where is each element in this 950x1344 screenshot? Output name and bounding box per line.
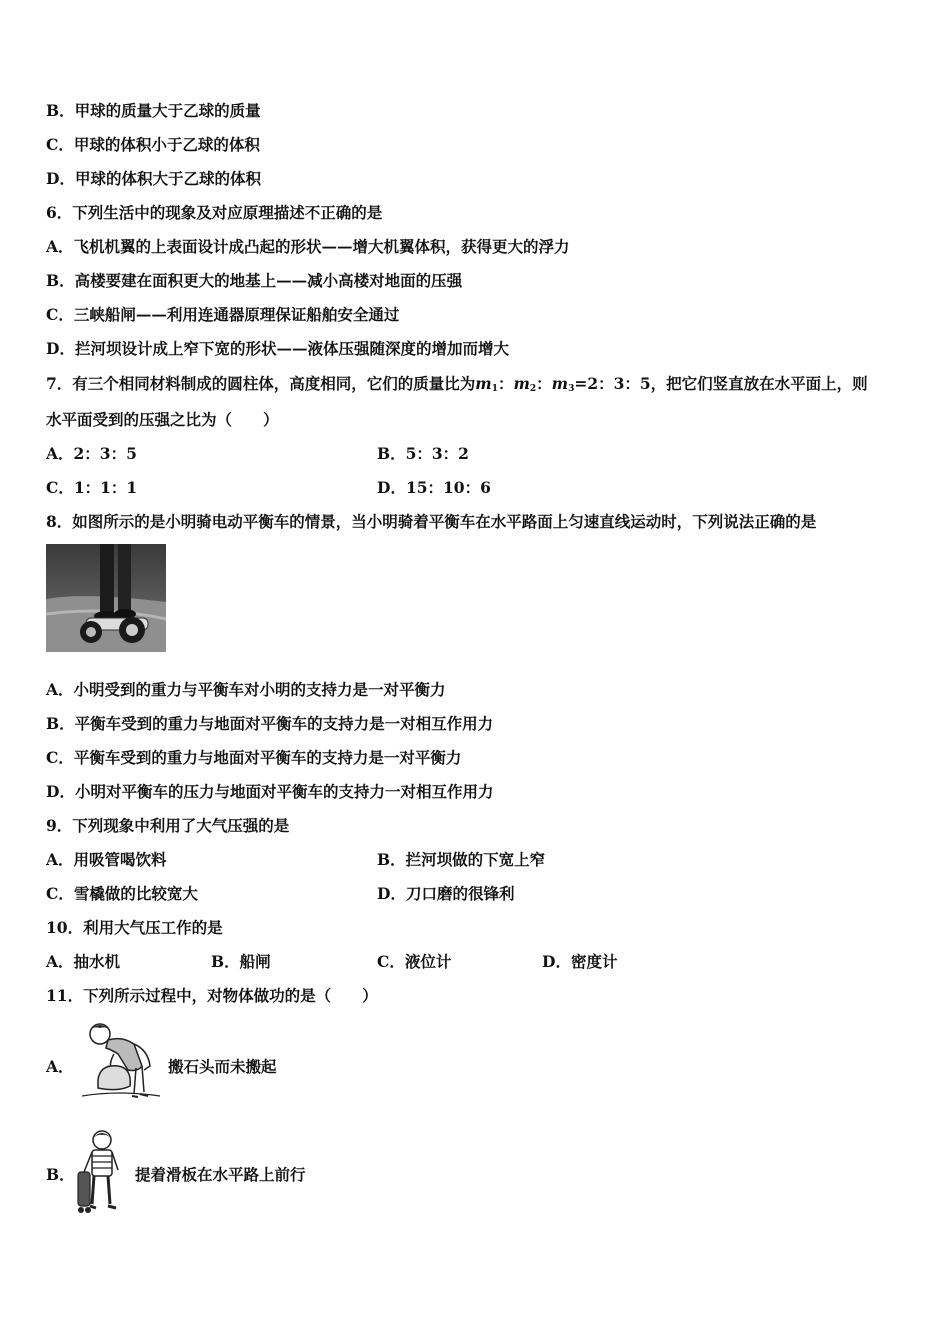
q9-option-b: B．拦河坝做的下宽上窄 — [377, 850, 546, 869]
q7-stem-pre: 7．有三个相同材料制成的圆柱体，高度相同，它们的质量比为 — [46, 374, 476, 393]
q6-option-a: A．飞机机翼的上表面设计成凸起的形状——增大机翼体积，获得更大的浮力 — [46, 237, 570, 256]
q10-option-c: C．液位计 — [377, 952, 452, 971]
q10-stem: 10．利用大气压工作的是 — [46, 918, 223, 937]
q11-option-a-text: 搬石头而未搬起 — [168, 1057, 277, 1076]
balance-scooter-photo — [46, 544, 166, 652]
q7-stem-post: =2：3：5，把它们竖直放在水平面上，则 — [574, 374, 868, 393]
q6-option-c: C．三峡船闸——利用连通器原理保证船舶安全通过 — [46, 305, 400, 324]
q7-s3: 3 — [568, 384, 575, 394]
q7-m2: m — [513, 374, 530, 393]
q7-sep2: ： — [536, 374, 552, 393]
q5-option-d: D．甲球的体积大于乙球的体积 — [46, 169, 261, 188]
q9-option-c: C．雪橇做的比较宽大 — [46, 884, 198, 903]
q8-option-c: C．平衡车受到的重力与地面对平衡车的支持力是一对平衡力 — [46, 748, 462, 767]
q7-stem-line2: 水平面受到的压强之比为（ ） — [46, 410, 279, 429]
q6-stem: 6．下列生活中的现象及对应原理描述不正确的是 — [46, 203, 383, 222]
q9-option-a: A．用吸管喝饮料 — [46, 850, 167, 869]
q7-s1: 1 — [491, 384, 498, 394]
q10-option-d: D．密度计 — [542, 952, 618, 971]
q7-sep1: ： — [497, 374, 514, 393]
q10-option-b: B．船闸 — [211, 952, 271, 971]
q8-option-a: A．小明受到的重力与平衡车对小明的支持力是一对平衡力 — [46, 680, 446, 699]
q7-m3: m — [551, 374, 569, 393]
q9-stem: 9．下列现象中利用了大气压强的是 — [46, 816, 290, 835]
q11-option-b-label: B． — [46, 1165, 75, 1184]
q7-m1: m — [475, 374, 492, 393]
lifting-rock-illustration — [78, 1020, 162, 1106]
q7-option-a: A．2：3：5 — [46, 444, 137, 463]
q7-option-b: B．5：3：2 — [377, 444, 469, 463]
q11-option-b-text: 提着滑板在水平路上前行 — [135, 1165, 306, 1184]
carrying-skateboard-illustration — [72, 1128, 128, 1222]
q6-option-d: D．拦河坝设计成上窄下宽的形状——液体压强随深度的增加而增大 — [46, 339, 509, 358]
q11-stem: 11．下列所示过程中，对物体做功的是（ ） — [46, 986, 378, 1005]
q7-option-d: D．15：10：6 — [377, 478, 491, 497]
q8-stem: 8．如图所示的是小明骑电动平衡车的情景，当小明骑着平衡车在水平路面上匀速直线运动时，下列说法正确的是 — [46, 512, 817, 531]
q11-option-a-label: A． — [46, 1057, 74, 1076]
q7-stem — [46, 374, 868, 399]
q5-option-b: B．甲球的质量大于乙球的质量 — [46, 101, 261, 120]
q8-option-b: B．平衡车受到的重力与地面对平衡车的支持力是一对相互作用力 — [46, 714, 494, 733]
q10-option-a: A．抽水机 — [46, 952, 121, 971]
q5-option-c: C．甲球的体积小于乙球的体积 — [46, 135, 260, 154]
q6-option-b: B．高楼要建在面积更大的地基上——减小高楼对地面的压强 — [46, 271, 463, 290]
q7-s2: 2 — [529, 384, 537, 394]
q7-option-c: C．1：1：1 — [46, 478, 138, 497]
q9-option-d: D．刀口磨的很锋利 — [377, 884, 515, 903]
q8-option-d: D．小明对平衡车的压力与地面对平衡车的支持力一对相互作用力 — [46, 782, 494, 801]
